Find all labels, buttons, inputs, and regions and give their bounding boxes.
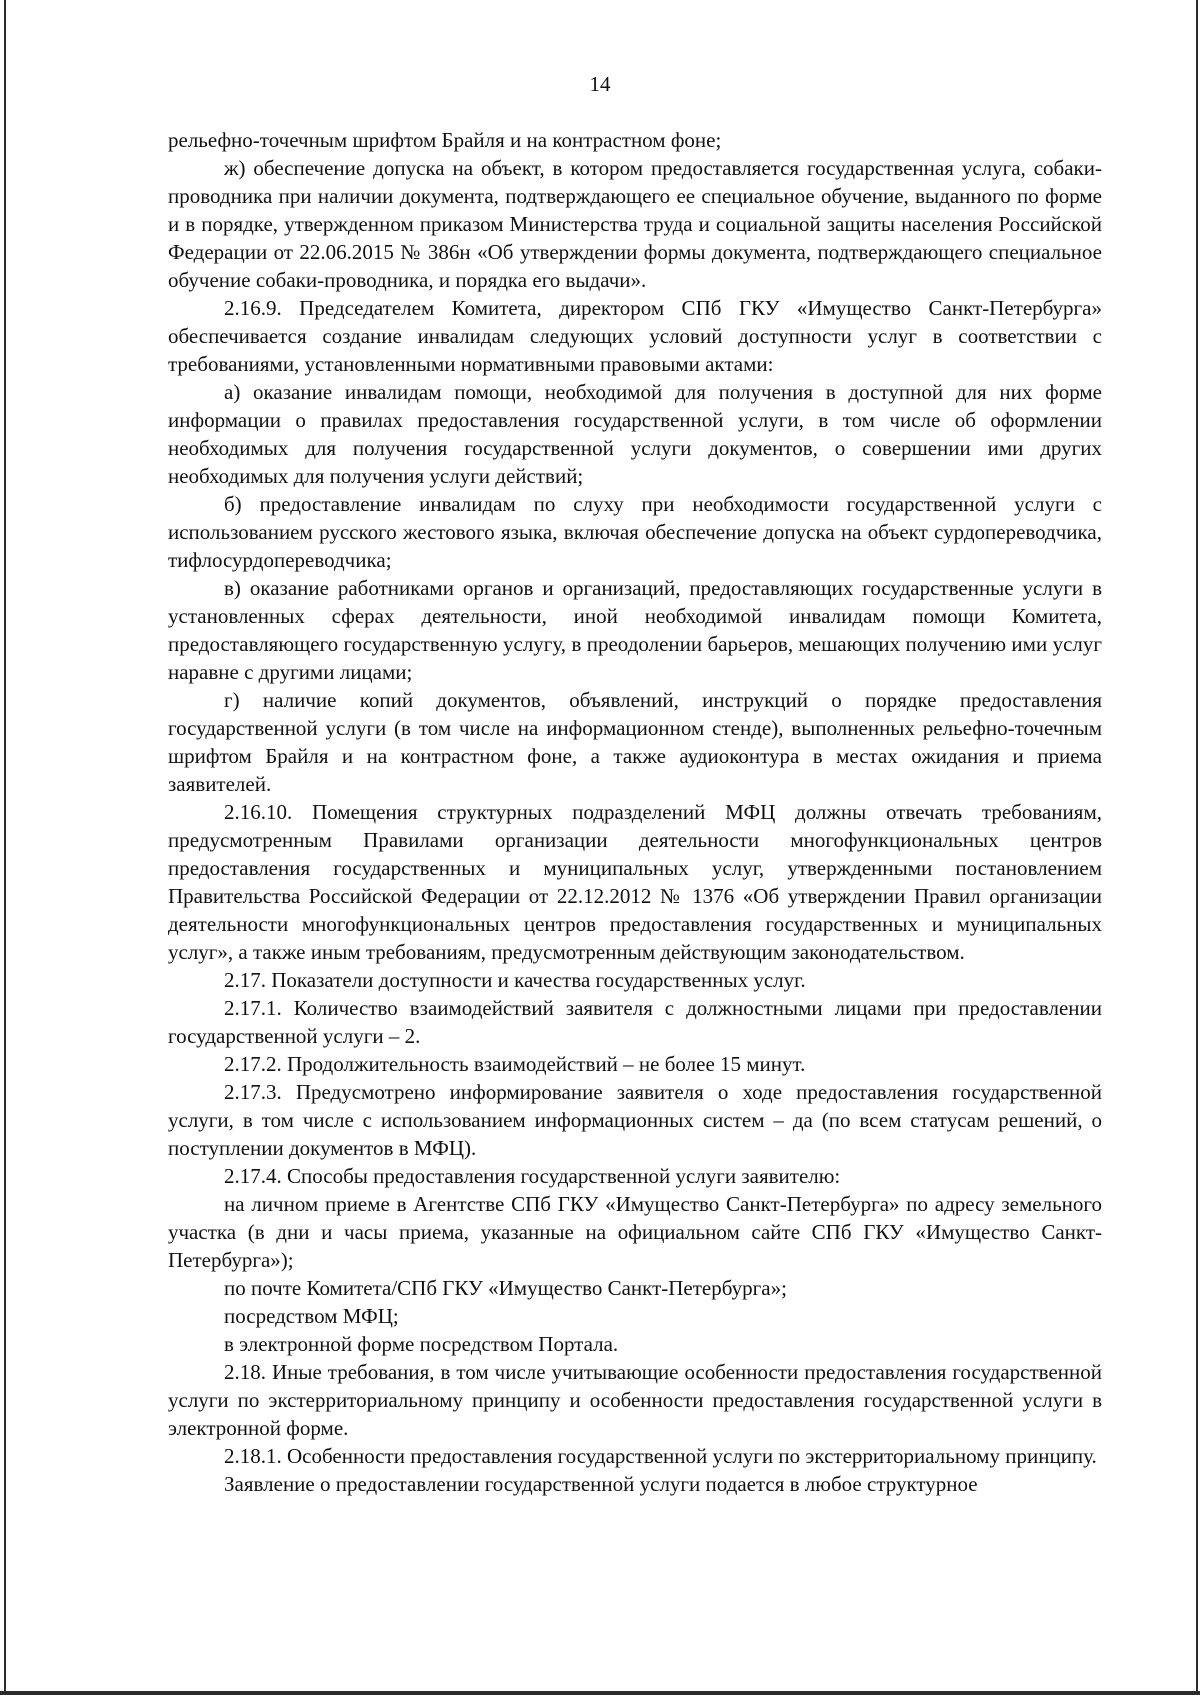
paragraph: 2.16.10. Помещения структурных подразделений МФЦ должны отвечать требованиям, предусмотренным Правилами организации деятельности многофункциональных центров предоставления государственных и муниципальных услуг, утвержденными постановлением Правительства Российской Федерации от 22.12.2012 № 1376 «Об утверждении Правил организации деятельности многофункциональных центров предоставления государственных и муниципальных услуг», а также иным требованиям, предусмотренным действующим законодательством. [168,800,1102,964]
paragraph: а) оказание инвалидам помощи, необходимой для получения в доступной для них форме информации о правилах предоставления государственной услуги, в том числе об оформлении необходимых для получения государственной услуги документов, о совершении ими других необходимых для получения услуги действий; [168,380,1102,488]
paragraph: б) предоставление инвалидам по слуху при необходимости государственной услуги с использованием русского жестового языка, включая обеспечение допуска на объект сурдопереводчика, тифлосурдопереводчика; [168,492,1102,572]
scan-edge-bottom [0,1691,1200,1695]
document-body [168,126,1102,1498]
page-number: 14 [589,72,611,96]
paragraph: на личном приеме в Агентстве СПб ГКУ «Имущество Санкт-Петербурга» по адресу земельного участка (в дни и часы приема, указанные на официальном сайте СПб ГКУ «Имущество Санкт-Петербурга»); [168,1192,1102,1272]
paragraph: 2.17.4. Способы предоставления государственной услуги заявителю: [224,1164,841,1188]
paragraph: в) оказание работниками органов и организаций, предоставляющих государственные услуги в установленных сферах деятельности, иной необходимой инвалидам помощи Комитета, предоставляющего государственную услугу, в преодолении барьеров, мешающих получению ими услуг наравне с другими лицами; [168,576,1102,684]
paragraph: по почте Комитета/СПб ГКУ «Имущество Санкт-Петербурга»; [224,1276,787,1300]
paragraph: 2.16.9. Председателем Комитета, директором СПб ГКУ «Имущество Санкт-Петербурга» обеспечивается создание инвалидам следующих условий доступности услуг в соответствии с требованиями, установленными нормативными правовыми актами: [168,296,1102,376]
scan-edge-left [4,0,6,1695]
scan-edge-right [1196,0,1198,1695]
paragraph: рельефно-точечным шрифтом Брайля и на контрастном фоне; [168,128,722,152]
paragraph: ж) обеспечение допуска на объект, в котором предоставляется государственная услуга, собаки-проводника при наличии документа, подтверждающего ее специальное обучение, выданного по форме и в порядке, утвержденном приказом Министерства труда и социальной защиты населения Российской Федерации от 22.06.2015 № 386н «Об утверждении формы документа, подтверждающего специальное обучение собаки-проводника, и порядка его выдачи». [168,156,1102,292]
paragraph: 2.18.1. Особенности предоставления государственной услуги по экстерриториальному принципу. [224,1444,1097,1468]
paragraph: 2.17. Показатели доступности и качества государственных услуг. [224,968,806,992]
paragraph: 2.18. Иные требования, в том числе учитывающие особенности предоставления государственной услуги по экстерриториальному принципу и особенности предоставления государственной услуги в электронной форме. [168,1360,1102,1440]
paragraph: 2.17.1. Количество взаимодействий заявителя с должностными лицами при предоставлении государственной услуги – 2. [168,996,1102,1048]
paragraph: 2.17.3. Предусмотрено информирование заявителя о ходе предоставления государственной услуги, в том числе с использованием информационных систем – да (по всем статусам решений, о поступлении документов в МФЦ). [168,1080,1102,1160]
paragraph: посредством МФЦ; [224,1304,399,1328]
paragraph: г) наличие копий документов, объявлений, инструкций о порядке предоставления государственной услуги (в том числе на информационном стенде), выполненных рельефно-точечным шрифтом Брайля и на контрастном фоне, а также аудиоконтура в местах ожидания и приема заявителей. [168,688,1102,796]
paragraph: 2.17.2. Продолжительность взаимодействий – не более 15 минут. [224,1052,806,1076]
paragraph: в электронной форме посредством Портала. [224,1332,619,1356]
paragraph: Заявление о предоставлении государственной услуги подается в любое структурное [224,1472,978,1496]
